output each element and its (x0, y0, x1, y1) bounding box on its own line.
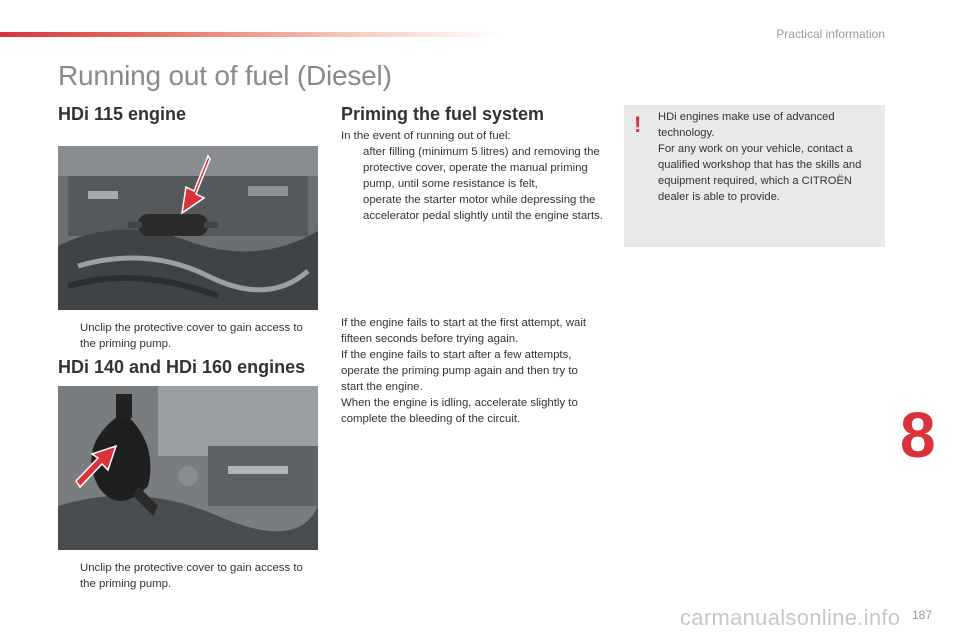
list-item (341, 144, 603, 192)
note-line-1: HDi engines make use of advanced technology. (658, 111, 835, 139)
restart-para-2: If the engine fails to start after a few attempts, operate the priming pump again and then try to start the engine. (341, 349, 578, 393)
note-line-2: For any work on your vehicle, contact a qualified workshop that has the skills and equipment required, which a CITROËN dealer is able to provide. (658, 143, 862, 203)
step-text: after filling (minimum 5 litres) and removing the protective cover, operate the manual priming pump, until some resistance is felt, (363, 146, 600, 190)
priming-intro: In the event of running out of fuel: (341, 130, 511, 142)
hdi115-step (58, 320, 318, 352)
warning-note-text (658, 109, 878, 205)
watermark: carmanualsonline.info (680, 605, 901, 630)
warning-icon: ! (634, 112, 642, 137)
restart-instructions (341, 315, 603, 427)
page-title: Running out of fuel (Diesel) (58, 60, 392, 91)
hdi115-heading: HDi 115 engine (58, 104, 187, 124)
list-item (341, 192, 603, 224)
warning-note (624, 105, 885, 247)
page-number: 187 (912, 608, 933, 622)
hdi115-step-text: Unclip the protective cover to gain access to the priming pump. (80, 322, 303, 350)
hdi140-step-text: Unclip the protective cover to gain access to the priming pump. (80, 562, 303, 590)
chapter-number: 8 (900, 399, 936, 471)
restart-para-3: When the engine is idling, accelerate slightly to complete the bleeding of the circuit. (341, 397, 578, 425)
priming-instructions (341, 128, 603, 224)
hdi140-engine-photo (58, 386, 318, 550)
priming-heading: Priming the fuel system (341, 104, 545, 124)
header-accent-bar (0, 32, 500, 37)
hdi140-step (58, 560, 318, 592)
section-label: Practical information (776, 27, 885, 41)
priming-steps (341, 144, 603, 224)
hdi140-heading: HDi 140 and HDi 160 engines (58, 357, 306, 377)
hdi115-engine-photo (58, 146, 318, 310)
step-text: operate the starter motor while depressing the accelerator pedal slightly until the engine starts. (363, 194, 603, 222)
restart-para-1: If the engine fails to start at the first attempt, wait fifteen seconds before trying again. (341, 317, 587, 345)
